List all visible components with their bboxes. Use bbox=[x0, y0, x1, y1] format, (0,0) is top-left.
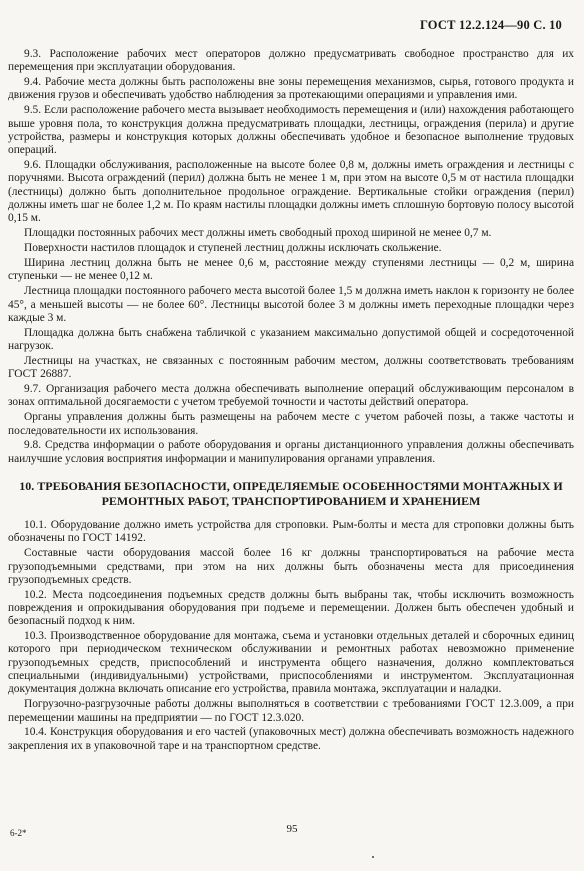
paragraph: Органы управления должны быть размещены на рабочем месте с учетом рабочей позы, а также частоты и последовательности их использования. bbox=[8, 411, 574, 437]
paragraph: 9.6. Площадки обслуживания, расположенные на высоте более 0,8 м, должны иметь ограждения и лестницы с поручнями. Высота ограждений (перил) должна быть не менее 1 м, при этом на высоте 0,5 м от настила площадки (лестницы) должно быть дополнительное продольное ограждение. Вертикальные стойки ограждения (перил) должны иметь шаг не более 1,2 м. По краям настилы площадки должны иметь сплошную бортовую полосу высотой 0,15 м. bbox=[8, 159, 574, 225]
section-heading: 10. ТРЕБОВАНИЯ БЕЗОПАСНОСТИ, ОПРЕДЕЛЯЕМЫЕ ОСОБЕННОСТЯМИ МОНТАЖНЫХ И РЕМОНТНЫХ РАБОТ, ТРАНСПОРТИРОВАНИЕМ И ХРАНЕНИЕМ bbox=[19, 479, 563, 509]
paragraph: 9.8. Средства информации о работе оборудования и органы дистанционного управления должны обеспечивать наилучшие условия восприятия информации и манипулирования органами управления. bbox=[8, 439, 574, 465]
document-body bbox=[8, 48, 574, 755]
paragraph: Площадка должна быть снабжена табличкой с указанием максимально допустимой общей и сосредоточенной нагрузок. bbox=[8, 326, 574, 352]
paragraph: Ширина лестниц должна быть не менее 0,6 м, расстояние между ступенями лестницы — 0,2 м, ширина ступеньки — не менее 0,12 м. bbox=[8, 257, 574, 283]
paragraph: 10.4. Конструкция оборудования и его частей (упаковочных мест) должна обеспечивать возможность надежного закрепления их в упаковочной таре и на транспортном средстве. bbox=[8, 726, 574, 752]
speck bbox=[372, 856, 374, 858]
paragraph: 9.4. Рабочие места должны быть расположены вне зоны перемещения механизмов, сырья, готового продукта и движения грузов и обеспечивать удобство наблюдения за протекающими операциями и управления ими. bbox=[8, 76, 574, 102]
paragraph: Площадки постоянных рабочих мест должны иметь свободный проход шириной не менее 0,7 м. bbox=[24, 227, 492, 240]
paragraph: 10.3. Производственное оборудование для монтажа, съема и установки отдельных деталей и сборочных единиц которого при периодическом техническом обслуживании и ремонтных работах невозможно применение грузоподъемных средств, приспособлений и инструмента общего назначения, должно комплектоваться специальными (индивидуальными) устройствами, приспособлениями и инструментом. Эксплуатационная документация должна включать описание его устройства, правила монтажа, эксплуатации и наладки. bbox=[8, 630, 574, 696]
paragraph: Составные части оборудования массой более 16 кг должны транспортироваться на рабочие места грузоподъемными средствами, при этом на них должны быть обозначены места для присоединения грузоподъемных средств. bbox=[8, 547, 574, 586]
paragraph: Погрузочно-разгрузочные работы должны выполняться в соответствии с требованиями ГОСТ 12.3.009, а при перемещении машины на предприятии — по ГОСТ 12.3.020. bbox=[8, 698, 574, 724]
paragraph: 9.3. Расположение рабочих мест операторов должно предусматривать свободное пространство для их перемещения при эксплуатации оборудования. bbox=[8, 48, 574, 74]
print-mark: 6-2* bbox=[10, 828, 27, 838]
paragraph: Лестница площадки постоянного рабочего места высотой более 1,5 м должна иметь наклон к горизонту не более 45°, а меньшей высоты — не более 60°. Лестницы высотой более 3 м должны иметь переходные площадки через каждые 3 м. bbox=[8, 285, 574, 324]
page-header: ГОСТ 12.2.124—90 С. 10 bbox=[419, 18, 562, 32]
paragraph: 10.2. Места подсоединения подъемных средств должны быть выбраны так, чтобы исключить возможность повреждения и опрокидывания оборудования при подъеме и перемещении. Должен быть обеспечен удобный и безопасный подход к ним. bbox=[8, 588, 574, 628]
page-number: 95 bbox=[286, 823, 298, 835]
paragraph: 9.7. Организация рабочего места должна обеспечивать выполнение операций обслуживающим персоналом в зонах оптимальной досягаемости с учетом требуемой точности и частоты действий оператора. bbox=[8, 383, 574, 409]
paragraph: 10.1. Оборудование должно иметь устройства для строповки. Рым-болты и места для строповки должны быть обозначены по ГОСТ 14192. bbox=[8, 519, 574, 545]
paragraph: 9.5. Если расположение рабочего места вызывает необходимость перемещения и (или) нахождения работающего выше уровня пола, то конструкция должна предусматривать площадки, лестницы, ограждения (перила) и другие устройства, размеры и конструкция которых должны обеспечивать удобное и безопасное выполнение трудовых операций. bbox=[8, 104, 574, 157]
paragraph: Лестницы на участках, не связанных с постоянным рабочим местом, должны соответствовать требованиям ГОСТ 26887. bbox=[8, 354, 574, 381]
paragraph: Поверхности настилов площадок и ступеней лестниц должны исключать скольжение. bbox=[24, 242, 442, 255]
